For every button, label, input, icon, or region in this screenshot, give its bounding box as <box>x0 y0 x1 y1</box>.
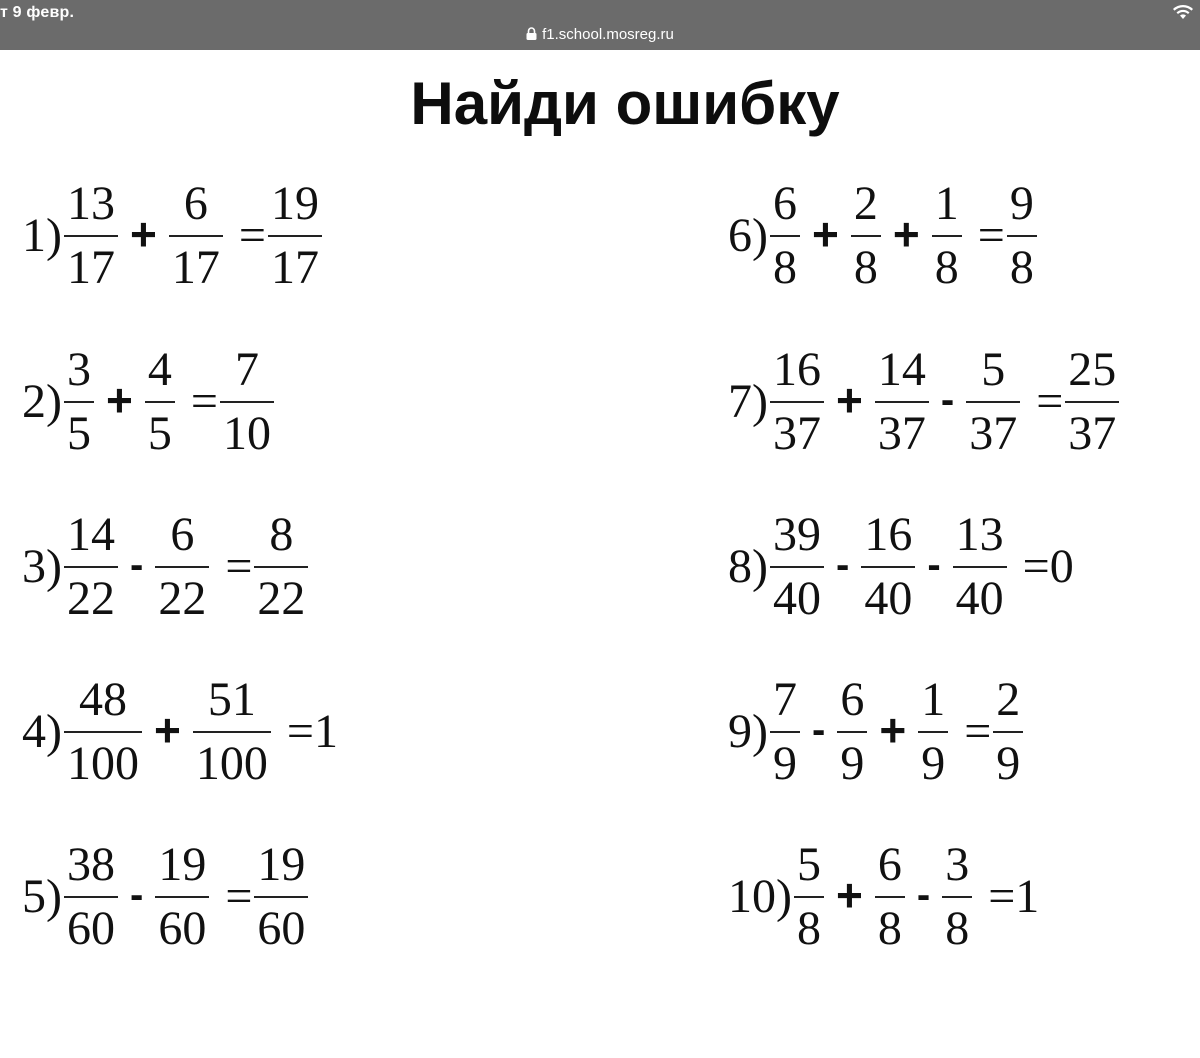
equation-5 <box>22 827 308 967</box>
denominator: 37 <box>772 407 821 460</box>
numerator: 6 <box>772 177 797 230</box>
fraction-term <box>932 173 962 299</box>
lock-icon <box>526 27 537 40</box>
minus-sign: - <box>129 543 144 587</box>
denominator: 17 <box>66 241 115 294</box>
fraction-term <box>64 834 118 960</box>
equation-number: 4) <box>22 705 62 758</box>
denominator: 8 <box>796 902 821 955</box>
minus-sign: - <box>927 543 941 587</box>
fraction-term <box>155 834 209 960</box>
equation-1 <box>22 166 322 306</box>
fraction-term <box>875 834 905 960</box>
denominator: 40 <box>772 572 821 625</box>
numerator: 7 <box>772 673 797 726</box>
denominator: 8 <box>1009 241 1034 294</box>
numerator: 38 <box>66 838 115 891</box>
minus-sign: - <box>940 378 955 422</box>
fraction-term <box>861 504 915 630</box>
plus-sign: + <box>835 374 863 426</box>
numerator: 51 <box>207 673 256 726</box>
numerator: 48 <box>78 673 127 726</box>
equation-7 <box>728 332 1119 472</box>
denominator: 22 <box>66 572 115 625</box>
numerator: 1 <box>921 673 946 726</box>
numerator: 6 <box>170 508 195 561</box>
equation-number: 2) <box>22 375 62 428</box>
denominator: 60 <box>66 902 115 955</box>
denominator: 37 <box>1068 407 1117 460</box>
denominator: 40 <box>955 572 1004 625</box>
equation-2 <box>22 332 274 472</box>
result-fraction <box>254 504 308 630</box>
numerator: 16 <box>864 508 913 561</box>
numerator: 6 <box>840 673 865 726</box>
numerator: 14 <box>877 343 926 396</box>
denominator: 40 <box>864 572 913 625</box>
equation-number: 10) <box>728 870 792 923</box>
numerator: 5 <box>981 343 1006 396</box>
worksheet-title: Найди ошибку <box>410 70 840 137</box>
denominator: 100 <box>195 737 268 790</box>
plus-sign: + <box>811 208 839 260</box>
equation-number: 6) <box>728 209 768 262</box>
numerator: 7 <box>234 343 259 396</box>
denominator: 22 <box>257 572 306 625</box>
denominator: 9 <box>840 737 865 790</box>
fraction-term <box>837 669 867 795</box>
numerator: 3 <box>945 838 970 891</box>
denominator: 5 <box>66 407 91 460</box>
fraction-term <box>851 173 881 299</box>
equation-8 <box>728 497 1074 637</box>
denominator: 22 <box>158 572 207 625</box>
equals-sign: = <box>964 705 992 758</box>
equation-3 <box>22 497 308 637</box>
numerator: 13 <box>66 177 115 230</box>
wifi-icon <box>1172 4 1194 20</box>
fraction-term <box>770 504 824 630</box>
numerator: 8 <box>269 508 294 561</box>
denominator: 17 <box>270 241 319 294</box>
plus-sign: + <box>835 869 863 921</box>
equals-sign: = <box>225 870 253 923</box>
plus-sign: + <box>892 208 920 260</box>
denominator: 9 <box>996 737 1021 790</box>
result-whole: 0 <box>1049 540 1074 593</box>
numerator: 3 <box>66 343 91 396</box>
denominator: 9 <box>772 737 797 790</box>
numerator: 39 <box>772 508 821 561</box>
result-fraction <box>268 173 322 299</box>
plus-sign: + <box>153 704 181 756</box>
equation-4 <box>22 662 338 802</box>
fraction-term <box>942 834 972 960</box>
equation-number: 7) <box>728 375 768 428</box>
denominator: 8 <box>772 241 797 294</box>
numerator: 2 <box>853 177 878 230</box>
equation-number: 3) <box>22 540 62 593</box>
numerator: 19 <box>270 177 319 230</box>
numerator: 6 <box>877 838 902 891</box>
equation-number: 9) <box>728 705 768 758</box>
fraction-term <box>145 339 175 465</box>
equals-sign: = <box>1036 375 1064 428</box>
numerator: 1 <box>934 177 959 230</box>
equals-sign: = <box>988 870 1016 923</box>
numerator: 14 <box>66 508 115 561</box>
plus-sign: + <box>879 704 907 756</box>
fraction-term <box>966 339 1020 465</box>
minus-sign: - <box>835 543 850 587</box>
minus-sign: - <box>916 873 931 917</box>
result-fraction <box>220 339 274 465</box>
denominator: 9 <box>921 737 946 790</box>
result-fraction <box>1065 339 1119 465</box>
numerator: 19 <box>257 838 306 891</box>
fraction-term <box>770 173 800 299</box>
denominator: 37 <box>877 407 926 460</box>
fraction-term <box>918 669 948 795</box>
numerator: 16 <box>772 343 821 396</box>
fraction-term <box>193 669 271 795</box>
result-fraction <box>1007 173 1037 299</box>
denominator: 8 <box>877 902 902 955</box>
browser-status-bar <box>0 0 1200 50</box>
fraction-term <box>169 173 223 299</box>
fraction-term <box>64 669 142 795</box>
equals-sign: = <box>225 540 253 593</box>
denominator: 8 <box>853 241 878 294</box>
denominator: 60 <box>257 902 306 955</box>
fraction-term <box>953 504 1007 630</box>
denominator: 60 <box>158 902 207 955</box>
fraction-term <box>64 173 118 299</box>
numerator: 13 <box>955 508 1004 561</box>
numerator: 6 <box>183 177 208 230</box>
plus-sign: + <box>105 374 133 426</box>
fraction-term <box>794 834 824 960</box>
minus-sign: - <box>811 708 826 752</box>
result-whole: 1 <box>313 705 338 758</box>
equation-10 <box>728 827 1039 967</box>
denominator: 8 <box>934 241 959 294</box>
minus-sign: - <box>129 873 144 917</box>
equation-number: 1) <box>22 209 62 262</box>
result-fraction <box>254 834 308 960</box>
fraction-term <box>770 669 800 795</box>
equals-sign: = <box>238 209 266 262</box>
denominator: 8 <box>945 902 970 955</box>
denominator: 5 <box>147 407 172 460</box>
denominator: 37 <box>969 407 1018 460</box>
denominator: 17 <box>171 241 220 294</box>
numerator: 2 <box>996 673 1021 726</box>
fraction-term <box>64 339 94 465</box>
fraction-term <box>875 339 929 465</box>
equals-sign: = <box>286 705 314 758</box>
result-fraction <box>993 669 1023 795</box>
numerator: 25 <box>1068 343 1117 396</box>
address-url: f1.school.mosreg.ru <box>542 26 674 43</box>
numerator: 5 <box>796 838 821 891</box>
plus-sign: + <box>129 208 157 260</box>
equals-sign: = <box>977 209 1005 262</box>
equation-number: 5) <box>22 870 62 923</box>
numerator: 19 <box>158 838 207 891</box>
denominator: 100 <box>66 737 139 790</box>
result-whole: 1 <box>1015 870 1040 923</box>
fraction-term <box>770 339 824 465</box>
numerator: 4 <box>147 343 172 396</box>
equation-9 <box>728 662 1023 802</box>
equals-sign: = <box>1022 540 1050 593</box>
status-time: т 9 февр. <box>0 4 75 21</box>
address-bar[interactable] <box>0 25 1200 45</box>
equals-sign: = <box>190 375 218 428</box>
denominator: 10 <box>222 407 271 460</box>
fraction-term <box>155 504 209 630</box>
fraction-term <box>64 504 118 630</box>
equation-number: 8) <box>728 540 768 593</box>
numerator: 9 <box>1009 177 1034 230</box>
equation-6 <box>728 166 1037 306</box>
